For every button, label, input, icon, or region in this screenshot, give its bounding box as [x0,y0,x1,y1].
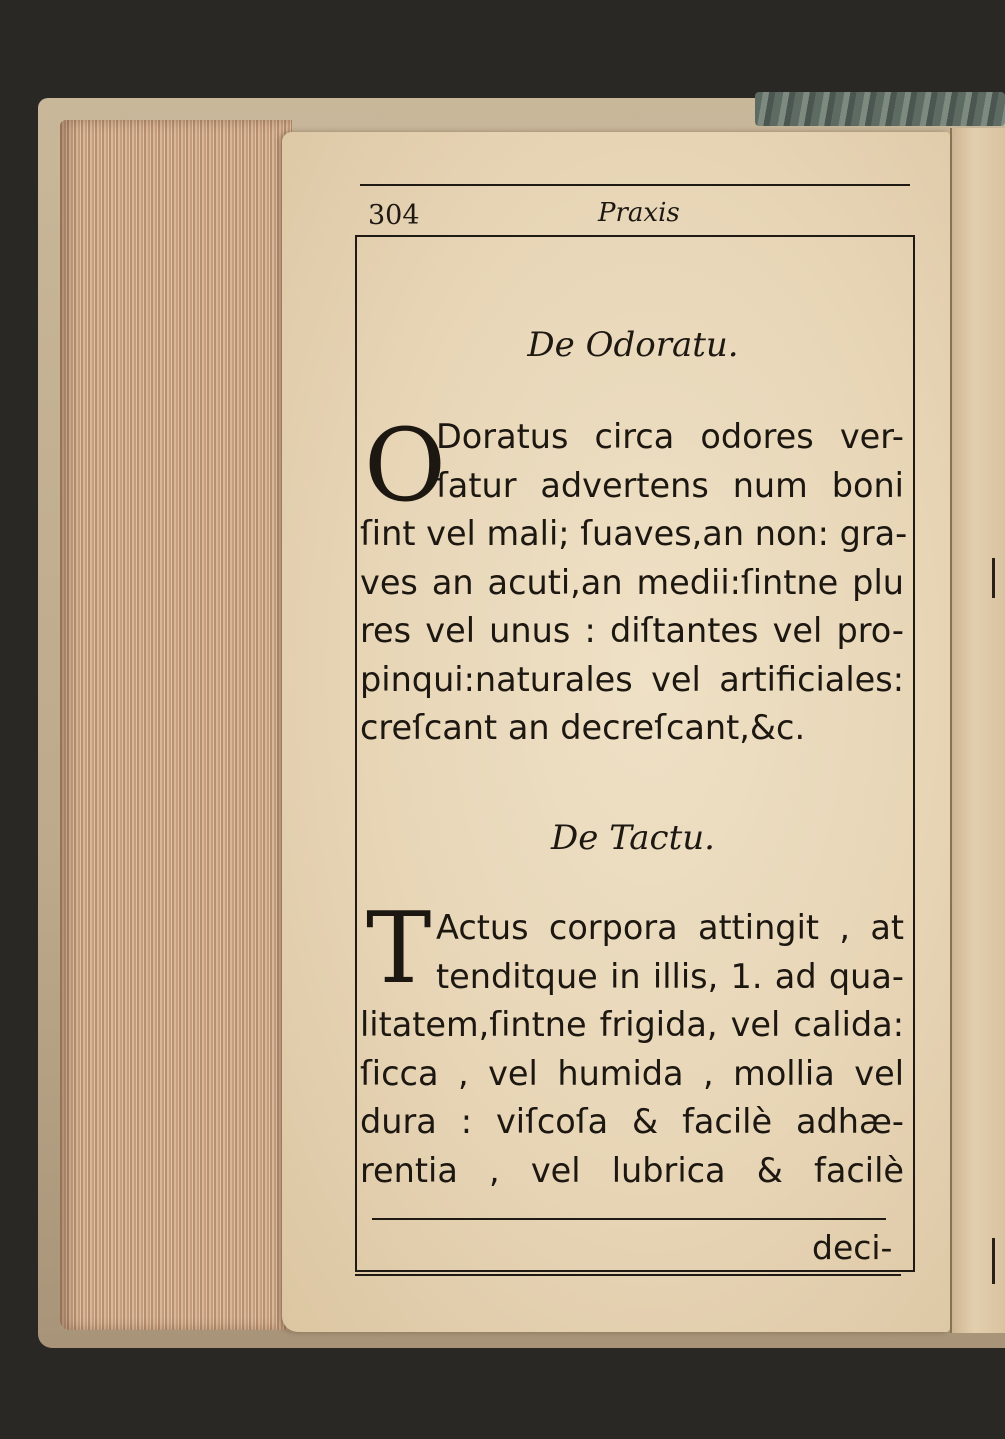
page-number: 304 [368,200,420,231]
section-heading-tactu: De Tactu. [551,818,715,858]
paragraph-odoratus [360,407,908,753]
bottom-rule [355,1274,901,1276]
text-line: ves an acuti,an medii:ſintne plu [360,562,904,602]
paragraph-tactus [360,904,904,1195]
spine-binding [755,92,1005,126]
drop-cap-t: T [366,892,432,1006]
facing-page-mark [992,558,995,598]
text-line: dura : viſcoſa & facilè adhæ- [360,1102,904,1141]
text-line: ſint vel mali; ſuaves,an non: gra- [360,514,908,553]
section-heading-odoratu: De Odoratu. [527,325,739,365]
text-line: tenditque in illis, 1. ad qua- [436,956,904,996]
text-line: res vel unus : diſtantes vel pro- [360,611,904,650]
facing-page-mark [992,1238,995,1284]
page-edges [60,120,292,1330]
catchword: deci- [812,1228,893,1267]
text-line: rentia , vel lubrica & facilè [360,1150,904,1190]
facing-page-edge [950,128,1005,1333]
text-line: Doratus circa odores ver- [436,417,904,456]
text-line: litatem,ſintne frigida, vel calida: [360,1005,904,1044]
text-line: Actus corpora attingit , at [436,908,904,947]
text-line: ſatur advertens num boni [436,465,904,505]
text-line: pinqui:naturales vel artificiales: [360,659,904,699]
text-line: creſcant an decreſcant,&c. [360,708,806,747]
drop-cap-o: O [364,407,446,524]
text-line: ſicca , vel humida , mollia vel [360,1053,904,1093]
running-title: Praxis [598,198,680,228]
top-rule [360,184,910,186]
